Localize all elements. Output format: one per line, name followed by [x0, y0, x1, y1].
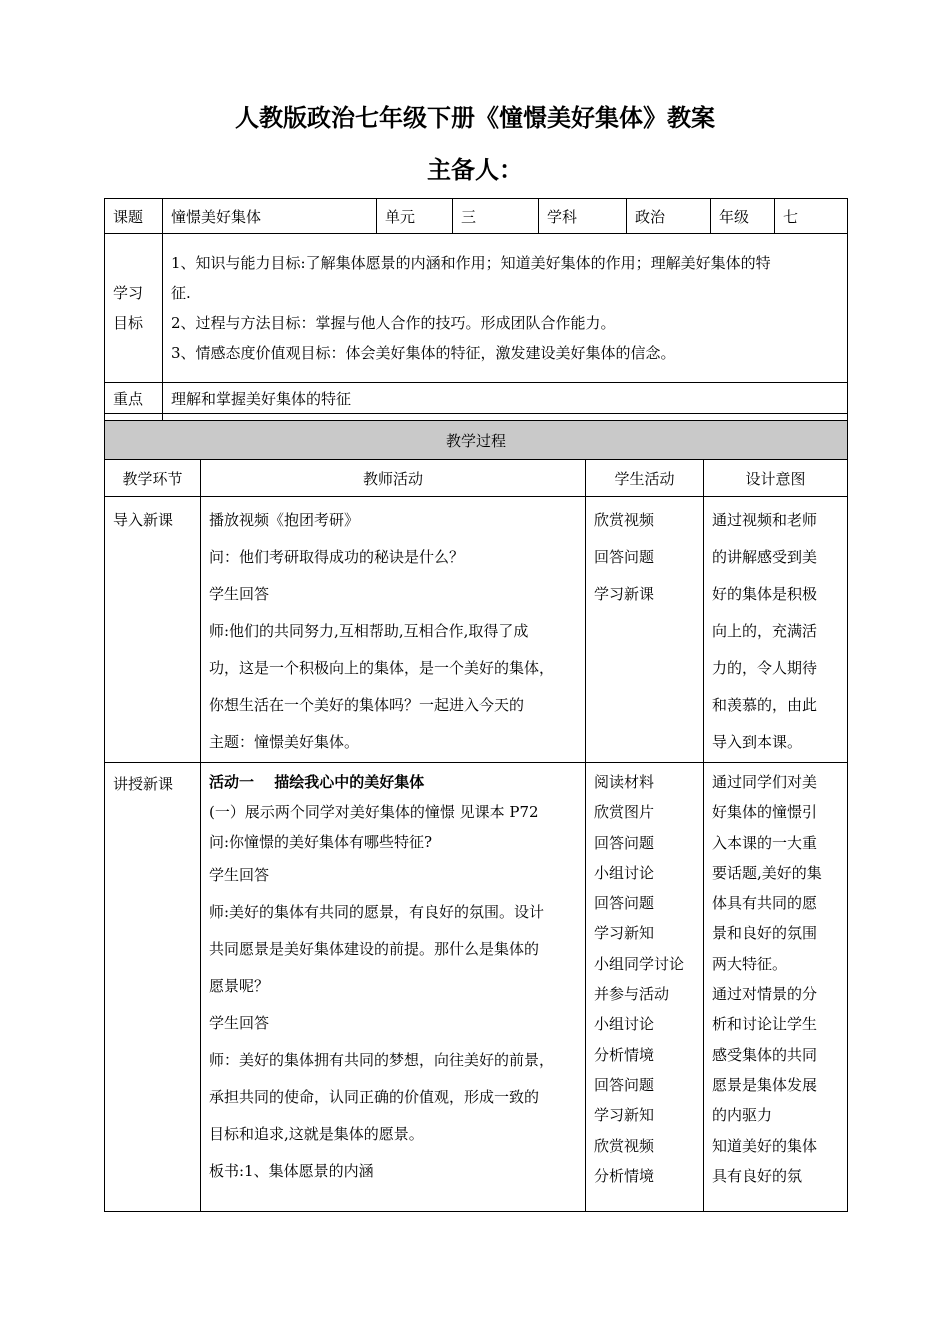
text-line: 通过同学们对美: [712, 773, 818, 791]
text-line: 析和讨论让学生: [712, 1015, 818, 1034]
text-line: 欣赏视频: [594, 511, 655, 529]
text-line: 分析情境: [594, 1166, 655, 1185]
text-line: 学习新课: [594, 585, 655, 603]
text-line: 两大特征。: [712, 954, 788, 973]
column-header: 教学环节: [105, 460, 201, 497]
text-line: 学生回答: [209, 1014, 270, 1032]
unit-label: 单元: [377, 199, 453, 234]
text-line: 具有良好的氛: [712, 1166, 803, 1185]
text-line: 景和良好的氛围: [712, 924, 818, 943]
text-line: 承担共同的使命，认同正确的价值观，形成一致的: [209, 1088, 540, 1106]
text-line: 力的，令人期待: [712, 659, 818, 677]
text-line: 体具有共同的愿: [712, 894, 818, 913]
text-line: 愿景是集体发展: [712, 1075, 818, 1094]
subject-value: 政治: [627, 199, 711, 234]
text-line: 的内驱力: [712, 1106, 773, 1125]
text-line: 目标和追求,这就是集体的愿景。: [209, 1125, 424, 1143]
text-line: 好集体的憧憬引: [712, 803, 818, 822]
text-line: 共同愿景是美好集体建设的前提。那什么是集体的: [209, 940, 540, 958]
text-line: 要话题,美好的集: [712, 863, 822, 882]
design-intent-cell: [704, 763, 848, 1212]
activity-heading: 活动一 描绘我心中的美好集体: [209, 773, 425, 791]
document-title: 人教版政治七年级下册《憧憬美好集体》教案: [235, 103, 715, 132]
student-activity-cell: [586, 497, 704, 763]
subject-label: 学科: [539, 199, 627, 234]
text-line: 通过视频和老师: [712, 511, 818, 529]
text-line: 知道美好的集体: [712, 1136, 818, 1155]
text-line: 回答问题: [594, 894, 655, 913]
text-line: 回答问题: [594, 548, 655, 566]
text-line: 回答问题: [594, 1075, 655, 1094]
goal-line: 3、情感态度价值观目标：体会美好集体的特征，激发建设美好集体的信念。: [171, 344, 676, 362]
column-header: 教师活动: [201, 460, 586, 497]
text-line: 入本课的一大重: [712, 833, 818, 852]
stage-cell: 导入新课: [105, 497, 201, 763]
key-point-label: 重点: [105, 383, 163, 414]
text-line: 功，这是一个积极向上的集体，是一个美好的集体，: [209, 659, 555, 677]
text-line: 学习新知: [594, 924, 655, 943]
text-line: 学生回答: [209, 866, 270, 884]
text-line: 学习新知: [594, 1106, 655, 1125]
text-line: 和羡慕的，由此: [712, 696, 818, 714]
text-line: 问：他们考研取得成功的秘诀是什么？: [209, 548, 465, 566]
text-line: (一）展示两个同学对美好集体的憧憬 见课本 P72: [209, 803, 539, 821]
goal-line: 2、过程与方法目标：掌握与他人合作的技巧。形成团队合作能力。: [171, 314, 616, 332]
text-line: 板书:1、集体愿景的内涵: [209, 1162, 374, 1180]
stage-cell: 讲授新课: [105, 763, 201, 1212]
text-line: 分析情境: [594, 1045, 655, 1064]
text-line: 好的集体是积极: [712, 585, 818, 603]
table-row: [105, 763, 848, 1212]
text-line: 主题：憧憬美好集体。: [209, 733, 360, 751]
text-line: 愿景呢？: [209, 977, 270, 995]
goal-line: 征.: [171, 284, 191, 302]
goals-content: [163, 234, 848, 383]
text-line: 感受集体的共同: [712, 1045, 818, 1064]
grade-label: 年级: [711, 199, 775, 234]
text-line: 学生回答: [209, 585, 270, 603]
unit-value: 三: [453, 199, 539, 234]
student-activity-cell: [586, 763, 704, 1212]
text-line: 师:美好的集体有共同的愿景，有良好的氛围。设计: [209, 903, 545, 921]
key-point-value: 理解和掌握美好集体的特征: [163, 383, 848, 414]
text-line: 你想生活在一个美好的集体吗？一起进入今天的: [209, 696, 525, 714]
column-header: 设计意图: [704, 460, 848, 497]
text-line: 问:你憧憬的美好集体有哪些特征?: [209, 833, 433, 851]
text-line: 欣赏图片: [594, 803, 655, 822]
topic-value: 憧憬美好集体: [163, 199, 377, 234]
goal-line: 1、知识与能力目标:了解集体愿景的内涵和作用；知道美好集体的作用；理解美好集体的特: [171, 254, 771, 272]
text-line: 欣赏视频: [594, 1136, 655, 1155]
text-line: 并参与活动: [594, 985, 670, 1004]
text-line: 阅读材料: [594, 773, 655, 791]
text-line: 小组同学讨论: [594, 954, 685, 973]
text-line: 回答问题: [594, 833, 655, 852]
process-table: [104, 420, 848, 1212]
text-line: 小组讨论: [594, 863, 655, 882]
document-subtitle: 主备人：: [427, 155, 523, 184]
text-line: 通过对情景的分: [712, 985, 818, 1004]
teacher-activity-cell: [201, 763, 586, 1212]
text-line: 师：美好的集体拥有共同的梦想，向往美好的前景，: [209, 1051, 555, 1069]
design-intent-cell: [704, 497, 848, 763]
info-table: [104, 198, 848, 445]
text-line: 导入到本课。: [712, 733, 803, 751]
text-line: 师:他们的共同努力,互相帮助,互相合作,取得了成: [209, 622, 529, 640]
column-header: 学生活动: [586, 460, 704, 497]
grade-value: 七: [775, 199, 848, 234]
process-header: 教学过程: [105, 421, 848, 460]
goals-label: 学习 目标: [105, 234, 163, 383]
text-line: 的讲解感受到美: [712, 548, 818, 566]
text-line: 向上的，充满活: [712, 622, 818, 640]
topic-label: 课题: [105, 199, 163, 234]
table-row: [105, 497, 848, 763]
text-line: 小组讨论: [594, 1015, 655, 1034]
teacher-activity-cell: [201, 497, 586, 763]
text-line: 播放视频《抱团考研》: [209, 511, 360, 529]
